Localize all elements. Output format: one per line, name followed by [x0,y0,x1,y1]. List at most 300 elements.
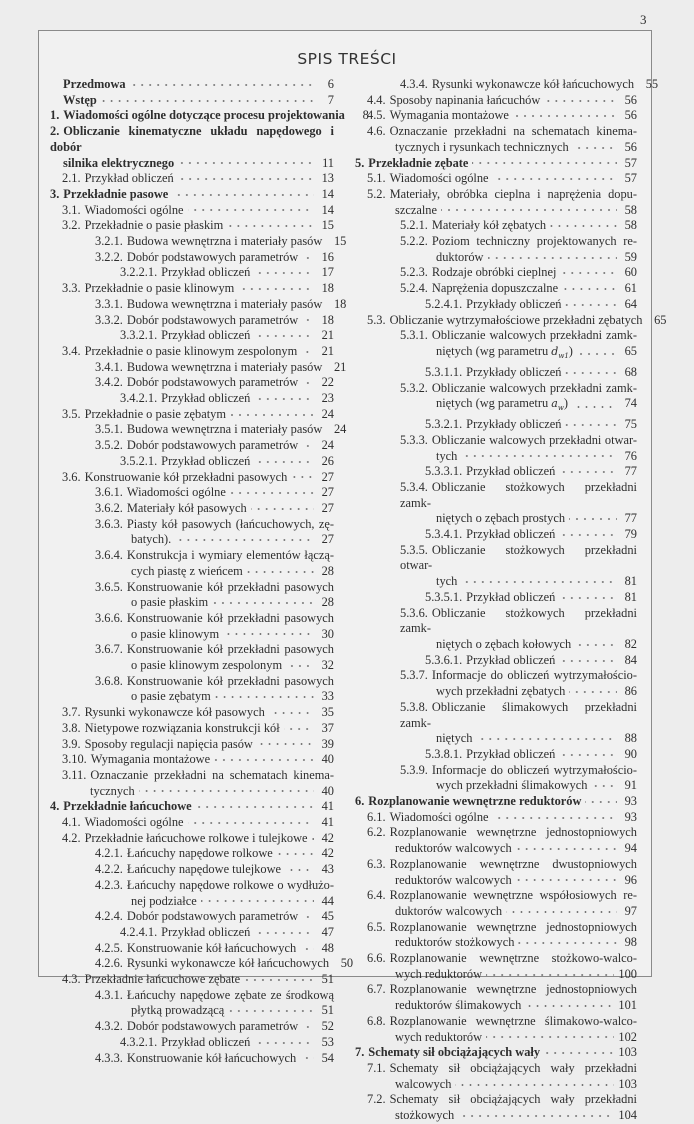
toc-entry-number: 4.3.2.1. [120,1034,158,1049]
toc-entry-line [367,1014,637,1030]
toc-entry-number: 3.7. [62,705,81,720]
toc-entry-title: Konstruowanie kół przekładni pasowych [126,579,334,594]
toc-entry-title: wych przekładni zębatych [436,684,566,699]
toc-entry [355,888,637,919]
toc-entry [50,846,334,862]
toc-entry-last-line [62,972,334,988]
dot-leader [254,459,314,465]
toc-page-number: 77 [624,464,637,479]
toc-entry-title: Łańcuchy napędowe zębate ze środkową [126,987,334,1002]
toc-entry-number: 5.3.5.1. [425,589,463,604]
toc-entry-last-line [120,265,334,281]
toc-page-number: 52 [321,1019,334,1034]
dot-leader [544,1050,614,1056]
toc-entry-last-line [367,810,637,826]
toc-entry-last-line [400,281,637,297]
toc-entry-title: Wstęp [63,92,97,107]
toc-entry-last-line [367,904,637,920]
toc-page-number: 15 [321,218,334,233]
dot-leader [559,752,617,758]
toc-entry-number: 2.1. [62,171,81,186]
toc-entry [355,77,659,93]
toc-page-number: 56 [624,108,637,123]
dot-leader [565,422,617,428]
toc-entry [50,359,347,376]
dot-leader [215,694,314,700]
toc-entry-title: Przykład obliczeń [161,265,251,280]
dot-leader [201,898,314,904]
toc-entry-title: silnika elektrycznego [63,155,175,170]
toc-entry-title: Wymagania montażowe [90,752,211,767]
dot-leader [560,270,617,276]
math-close-paren: ) [568,343,573,358]
toc-page-number: 32 [321,658,334,673]
toc-entry-title: Rysunki wykonawcze kół łańcuchowych [126,956,330,971]
toc-entry-title: Łańcuchy napędowe tulejkowe [126,862,282,877]
toc-page-number: 76 [624,448,637,463]
dot-leader [257,741,314,747]
toc-entry-number: 3.2.2.1. [120,265,158,280]
toc-entry-number: 3.3. [62,281,81,296]
dot-leader [569,689,617,695]
toc-entry-title: Przekładnie łańcuchowe [63,799,192,814]
toc-entry-title: Konstruowanie kół przekładni pasowych [126,642,334,657]
toc-entry [50,1035,334,1051]
toc-entry [50,909,334,925]
toc-entry-title: reduktorów stożkowych [395,935,515,950]
toc-entry [50,548,334,579]
toc-entry-number: 4. [50,799,60,814]
toc-page-number: 21 [321,328,334,343]
toc-page-number: 18 [333,296,347,311]
toc-entry-number: 5.3.6.1. [425,652,463,667]
dot-leader [254,1040,314,1046]
toc-page-number: 22 [321,375,334,390]
toc-entry-number: 5.3.1.1. [425,364,463,379]
dot-leader [130,82,314,88]
toc-entry [50,925,334,941]
toc-page-number: 88 [624,731,637,746]
dot-leader [518,940,617,946]
toc-entry-number: 3.2.2. [95,249,123,264]
toc-page-number: 57 [624,155,637,170]
toc-entry-title: Przykład obliczeń [466,464,556,479]
toc-entry [50,799,334,815]
toc-entry-last-line [62,344,334,360]
toc-entry-number: 3.6. [62,469,81,484]
toc-entry-title: tycznych [90,783,135,798]
toc-entry-number: 3.1. [62,202,81,217]
dot-leader [573,145,617,151]
toc-entry [355,1014,637,1045]
toc-entry-title: Przykłady obliczeń [466,296,562,311]
toc-entry-number: 4.2.4.1. [120,924,158,939]
toc-entry-line [400,543,637,574]
toc-entry [355,124,637,155]
toc-entry-last-line [95,359,347,376]
toc-page-number: 24 [321,406,334,421]
toc-page-number: 42 [321,846,334,861]
toc-entry-title: Sposoby napinania łańcuchów [389,92,541,107]
toc-entry-number: 5.3.4.1. [425,527,463,542]
toc-page-number: 21 [333,359,347,374]
toc-entry-title: szczalne [395,202,437,217]
toc-entry-title: Przekładnie łańcuchowe rolkowe i tulejkowe [84,830,308,845]
toc-page-number: 82 [624,636,637,651]
toc-entry-last-line [95,846,334,862]
toc-entry-last-line [62,705,334,721]
dot-leader [441,207,617,213]
toc-entry-title: Wiadomości ogólne [389,171,489,186]
dot-leader [591,783,617,789]
toc-entry-title: Konstruowanie kół przekładni pasowych [84,469,288,484]
toc-entry-line [62,768,334,784]
toc-page-number: 27 [321,500,334,515]
toc-page-number: 103 [618,1045,637,1060]
toc-entry-last-line [400,511,637,527]
toc-entry-last-line [367,171,637,187]
toc-entry-number: 5.2.2. [400,234,428,249]
toc-entry [355,108,637,124]
dot-leader [178,160,314,166]
toc-entry-line [400,606,637,637]
toc-entry [355,433,637,464]
toc-page-number: 14 [321,186,334,201]
math-symbol: a [551,397,558,411]
toc-entry-number: 2. [50,124,60,139]
toc-entry-title: Budowa wewnętrzna i materiały pasów [126,359,323,374]
toc-entry-title: Rodzaje obróbki cieplnej [431,265,557,280]
toc-entry [50,281,334,297]
dot-leader [254,333,314,339]
toc-entry-title: Obliczanie walcowych przekładni zamk- [431,380,637,395]
toc-entry [355,312,667,329]
toc-entry-last-line [95,485,334,501]
toc-entry [355,825,637,856]
toc-entry-last-line [95,1051,334,1067]
toc-page-number: 77 [624,511,637,526]
toc-entry-title: Obliczanie stożkowych przekładni zamk- [400,605,637,636]
dot-leader [230,490,314,496]
math-close-paren: ) [563,396,568,411]
toc-entry-last-line [62,470,334,486]
toc-entry-number: 3.5.2. [95,438,123,453]
toc-entry-title: Schematy sił obciążających wały przekładni [389,1092,637,1107]
toc-entry-number: 4.3.3. [95,1050,123,1065]
dot-leader [285,867,314,873]
dot-leader [461,579,617,585]
dot-leader [461,453,617,459]
toc-entry-last-line [367,1030,637,1046]
dot-leader [291,474,314,480]
toc-entry-number: 7.1. [367,1060,386,1075]
toc-entry-number: 6.6. [367,951,386,966]
toc-entry-title: Przekładnie o pasie zębatym [84,406,226,421]
toc-entry-last-line [367,873,637,889]
toc-entry-title: o pasie klinowym [131,626,220,641]
toc-page-number: 97 [624,903,637,918]
toc-entry-number: 3.4. [62,343,81,358]
dot-leader [559,658,617,664]
toc-entry-line [367,825,637,841]
dot-leader [212,600,314,606]
toc-entry-title: Przedmowa [63,77,126,91]
toc-entry-last-line [355,1045,637,1061]
toc-entry-last-line [63,77,334,93]
toc-entry [50,501,334,517]
toc-entry [50,203,334,219]
toc-entry-number: 5.3.3. [400,432,428,447]
toc-entry-line [95,878,334,894]
toc-entry-title: Łańcuchy napędowe rolkowe o wydłużo- [126,877,334,892]
toc-entry-last-line [62,281,334,297]
toc-entry-line [95,642,334,658]
toc-entry-title: duktorów walcowych [395,903,503,918]
toc-entry-title: Obliczanie stożkowych przekładni zamk- [400,479,637,510]
toc-entry-number: 4.2.1. [95,846,123,861]
toc-entry-last-line [367,841,637,857]
toc-entry [355,527,637,543]
toc-entry-last-line [63,93,334,109]
dot-leader [101,98,314,104]
toc-page-number: 41 [321,799,334,814]
toc-entry-last-line [50,187,334,203]
toc-entry-title: Wiadomości ogólne dotyczące procesu projektowania [63,108,345,123]
toc-entry-title: niętych o zębach kołowych [436,636,572,651]
math-subscript: w [557,404,564,413]
toc-entry [355,234,637,265]
toc-entry [50,862,334,878]
toc-entry-title: Przekładnie o pasie klinowym zespolonym [84,343,298,358]
dot-leader [302,380,314,386]
toc-page-number: 81 [624,574,637,589]
toc-entry-title: niętych (wg parametru [436,396,549,411]
toc-entry-number: 4.5. [367,108,386,123]
toc-entry-line [367,187,637,203]
toc-entry-title: reduktorów walcowych [395,841,512,856]
toc-entry-last-line [425,417,637,433]
toc-entry-title: Przykład obliczeń [84,171,174,186]
toc-entry-number: 5.3.8. [400,699,428,714]
toc-page-number: 26 [321,453,334,468]
toc-entry-last-line [120,454,334,470]
toc-entry [50,485,334,501]
toc-entry [355,857,637,888]
dot-leader [525,1003,614,1009]
toc-page-number: 64 [624,296,637,311]
dot-leader [476,736,617,742]
toc-entry-last-line [95,1003,334,1019]
toc-page-number: 11 [322,155,334,170]
toc-entry-line [95,674,334,690]
toc-entry-last-line [50,799,334,815]
toc-entry-title: Rozplanowanie wewnętrzne stożkowo-walco- [389,951,637,966]
toc-entry-title: Rysunki wykonawcze kół pasowych [84,705,265,720]
toc-entry-title: Piasty kół pasowych (łańcuchowych, zę- [126,516,334,531]
toc-page-number: 74 [624,396,637,411]
toc-entry-title: Konstruowanie kół przekładni pasowych [126,610,334,625]
toc-entry-title: Przykład obliczeń [161,924,251,939]
toc-entry-last-line [62,218,334,234]
toc-entry-line [95,988,334,1004]
toc-entry-last-line [62,407,334,423]
page-number: 3 [640,12,647,27]
toc-entry [355,381,637,418]
toc-entry [355,281,637,297]
toc-entry-line [400,328,637,344]
toc-entry-title: Przekładnie łańcuchowe zębate [84,972,241,987]
toc-entry-title: Oznaczanie przekładni na schematach kinema- [90,767,334,782]
toc-page-number: 51 [321,1003,334,1018]
dot-leader [284,726,314,732]
dot-leader [472,160,617,166]
math-variable [551,396,564,417]
toc-entry-last-line [367,108,637,124]
toc-entry [50,438,334,454]
toc-entry-title: Budowa wewnętrzna i materiały pasów [126,234,323,249]
toc-entry [50,705,334,721]
toc-entry-number: 3.4.2. [95,375,123,390]
toc-entry [50,1051,334,1067]
toc-page-number: 27 [321,485,334,500]
toc-entry [50,422,347,438]
toc-entry-number: 3.2.1. [95,234,123,249]
toc-entry-last-line [400,77,659,93]
dot-leader [139,788,314,794]
toc-entry-line [50,124,334,155]
dot-leader [458,1113,614,1119]
dot-leader [302,255,314,261]
toc-entry-title: Dobór podstawowych parametrów [126,375,299,390]
toc-entry [50,234,347,250]
toc-entry-line [95,548,334,564]
dot-leader [302,1024,314,1030]
toc-entry-number: 5.2.1. [400,218,428,233]
toc-entry-line [367,124,637,140]
toc-entry-title: Wymagania montażowe [389,108,509,123]
toc-entry-last-line [120,925,334,941]
toc-entry-last-line [95,689,334,705]
toc-page-number: 27 [321,532,334,547]
dot-leader [455,1082,614,1088]
toc-entry-last-line [400,250,637,266]
dot-leader [244,977,314,983]
toc-entry-last-line [95,532,334,548]
toc-entry-title: Przykład obliczeń [466,652,556,667]
toc-entry-line [400,381,637,397]
toc-entry-title: Przykład obliczeń [466,589,556,604]
dot-leader [559,595,617,601]
dot-leader [301,349,314,355]
toc-entry-number: 6.4. [367,888,386,903]
toc-entry [50,988,334,1019]
toc-entry-title: Obliczanie walcowych przekładni zamk- [431,328,637,343]
toc-entry-title: batych). [131,532,172,547]
toc-entry-number: 3.5.2.1. [120,453,158,468]
math-subscript: w1 [558,352,569,361]
toc-entry-last-line [355,156,637,172]
toc-entry-last-line [355,794,637,810]
toc-entry-number: 3.5. [62,406,81,421]
toc-page-number: 56 [624,92,637,107]
dot-leader [312,836,314,842]
toc-entry-title: Materiały kół zębatych [431,218,547,233]
toc-page-number: 101 [618,998,637,1013]
toc-entry-number: 4.2.3. [95,877,123,892]
toc-entry-title: Dobór podstawowych parametrów [126,1019,299,1034]
toc-entry-number: 3.6.2. [95,500,123,515]
toc-entry-number: 3.6.3. [95,516,123,531]
toc-page-number: 93 [624,794,637,809]
toc-entry [355,218,637,234]
toc-entry-title: Budowa wewnętrzna i materiały pasów [126,296,323,311]
dot-leader [254,270,314,276]
toc-entry [50,407,334,423]
toc-entry [50,972,334,988]
toc-entry [355,171,637,187]
dot-leader [196,804,314,810]
toc-column-right [355,77,667,1124]
dot-leader [286,663,314,669]
toc-entry-last-line [425,297,637,313]
toc-entry-title: Przykłady obliczeń [466,364,562,379]
toc-page-number: 55 [645,77,659,91]
toc-entry-title: niętych o zębach prostych [436,511,566,526]
toc-entry-title: Rysunki wykonawcze kół łańcuchowych [431,77,635,91]
toc-entry-title: walcowych [395,1076,452,1091]
toc-entry [50,108,369,124]
dot-leader [493,176,617,182]
toc-entry-last-line [95,658,334,674]
toc-entry-last-line [95,234,347,250]
toc-entry [50,124,334,171]
toc-entry-title: Przykład obliczeń [161,453,251,468]
toc-entry-number: 3.6.8. [95,673,123,688]
toc-page-number: 48 [321,940,334,955]
dot-leader [486,1034,614,1040]
toc-entry-title: Obliczanie wytrzymałościowe przekładni zębatych [389,312,643,327]
toc-entry [50,187,334,203]
toc-entry-title: Wiadomości ogólne [84,815,184,830]
toc-entry [355,920,637,951]
toc-entry-last-line [400,218,637,234]
toc-entry-title: o pasie zębatym [131,689,211,704]
toc-entry [355,187,637,218]
toc-entry [355,590,637,606]
toc-entry-number: 3.11. [62,767,87,782]
toc-entry-title: Sposoby regulacji napięcia pasów [84,736,253,751]
toc-entry-title: Przykład obliczeń [161,328,251,343]
toc-entry [355,794,637,810]
toc-entry-last-line [95,313,334,329]
toc-entry [355,93,637,109]
toc-page-number: 18 [321,312,334,327]
toc-entry-title: Przekładnie o pasie klinowym [84,281,235,296]
toc-entry-last-line [400,265,637,281]
toc-entry-number: 3.3.2.1. [120,328,158,343]
toc-entry-number: 5.3.4. [400,479,428,494]
dot-leader [238,286,314,292]
toc-entry [50,1019,334,1035]
toc-entry-number: 5.2.4. [400,281,428,296]
toc-page-number: 51 [321,972,334,987]
toc-page-number: 30 [321,626,334,641]
toc-entry-last-line [95,627,334,643]
toc-entry-title: duktorów [436,249,484,264]
dot-leader [585,799,617,805]
toc-entry [50,956,354,972]
toc-entry-title: Konstruowanie kół przekładni pasowych [126,673,334,688]
